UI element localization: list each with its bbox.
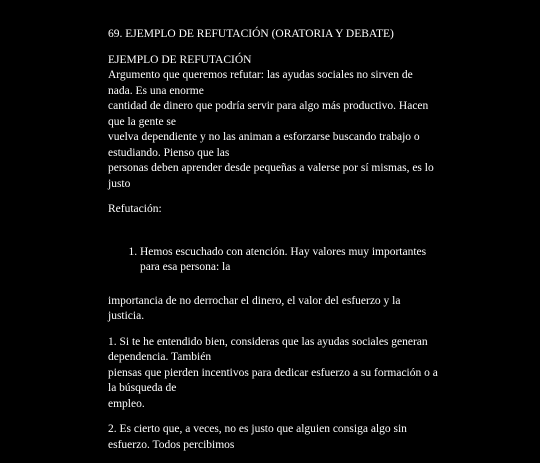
intro-line: Argumento que queremos refutar: las ayudas sociales no sirven de nada. Es una enorme [108, 69, 413, 97]
intro-line: personas deben aprender desde pequeñas a valerse por sí mismas, es lo justo [108, 162, 434, 190]
point-1-line: 1. Si te he entendido bien, consideras que las ayudas sociales generan dependencia. También [108, 335, 428, 363]
spacer [108, 286, 438, 294]
document-page [108, 27, 438, 463]
point-1-line: piensas que pierden incentivos para dedicar esfuerzo a su formación o a la búsqueda de [108, 366, 438, 394]
intro-line: vuelva dependiente y no las animan a esforzarse buscando trabajo o estudiando. Pienso que las [108, 131, 420, 159]
intro-heading: EJEMPLO DE REFUTACIÓN [108, 53, 252, 66]
document-title: 69. EJEMPLO DE REFUTACIÓN (ORATORIA Y DEBATE) [108, 28, 394, 40]
point-2-paragraph [108, 422, 438, 453]
intro-line: cantidad de dinero que podría servir para algo más productivo. Hacen que la gente se [108, 100, 429, 128]
numbered-list [108, 245, 438, 276]
point-2-line: 2. Es cierto que, a veces, no es justo que alguien consiga algo sin esfuerzo. Todos percibimos [108, 423, 407, 451]
intro-paragraph [108, 53, 438, 193]
point-1-paragraph [108, 335, 438, 413]
refutation-label: Refutación: [108, 203, 162, 215]
point-1-line: empleo. [108, 397, 145, 410]
list-item: 1. Hemos escuchado con atención. Hay valores muy importantes para esa persona: la [140, 245, 438, 276]
continuation-paragraph: importancia de no derrochar el dinero, el valor del esfuerzo y la justicia. [108, 294, 401, 322]
spacer [108, 228, 438, 245]
